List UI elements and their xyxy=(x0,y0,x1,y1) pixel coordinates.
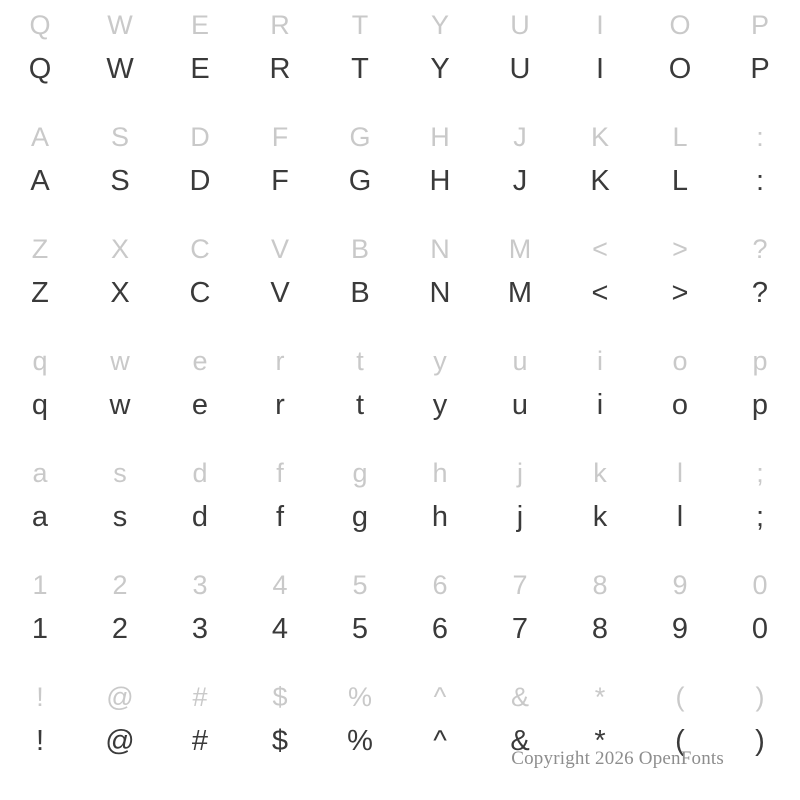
character-row-group xyxy=(0,564,800,652)
main-glyph: t xyxy=(355,389,365,421)
ghost-glyph: ( xyxy=(675,682,685,712)
ghost-glyph: Y xyxy=(430,10,449,40)
main-glyph: u xyxy=(511,389,529,421)
main-glyph: Z xyxy=(31,277,49,309)
main-glyph: j xyxy=(516,501,524,533)
ghost-glyph: ; xyxy=(756,458,764,488)
ghost-glyph: e xyxy=(192,346,208,376)
main-glyph: q xyxy=(31,389,49,421)
main-glyph: l xyxy=(676,501,684,533)
ghost-row xyxy=(0,4,800,46)
ghost-glyph: j xyxy=(517,458,523,488)
ghost-glyph: 3 xyxy=(192,570,208,600)
ghost-row xyxy=(0,340,800,382)
ghost-glyph: q xyxy=(32,346,48,376)
main-glyph: V xyxy=(270,277,290,309)
main-glyph: > xyxy=(671,277,689,309)
ghost-glyph: ? xyxy=(752,234,768,264)
ghost-glyph: L xyxy=(672,122,688,152)
ghost-glyph: R xyxy=(270,10,290,40)
main-row xyxy=(0,382,800,428)
main-glyph: B xyxy=(350,277,370,309)
main-row xyxy=(0,270,800,316)
main-glyph: J xyxy=(512,165,528,197)
ghost-row xyxy=(0,116,800,158)
main-glyph: M xyxy=(507,277,533,309)
main-glyph: A xyxy=(30,165,50,197)
main-glyph: 6 xyxy=(431,613,449,645)
character-row-group xyxy=(0,4,800,92)
character-row-group xyxy=(0,116,800,204)
ghost-glyph: V xyxy=(270,234,289,264)
ghost-row xyxy=(0,452,800,494)
ghost-glyph: F xyxy=(271,122,289,152)
ghost-glyph: ^ xyxy=(433,682,447,712)
ghost-glyph: p xyxy=(752,346,768,376)
ghost-glyph: y xyxy=(433,346,447,376)
main-glyph: K xyxy=(590,165,610,197)
main-glyph: H xyxy=(429,165,451,197)
main-glyph: h xyxy=(431,501,449,533)
ghost-glyph: r xyxy=(275,346,285,376)
main-glyph: ^ xyxy=(433,725,447,757)
ghost-glyph: M xyxy=(508,234,532,264)
ghost-glyph: K xyxy=(590,122,609,152)
main-glyph: 2 xyxy=(111,613,129,645)
main-glyph: I xyxy=(595,53,605,85)
main-glyph: e xyxy=(191,389,209,421)
character-row-group xyxy=(0,340,800,428)
ghost-glyph: S xyxy=(110,122,129,152)
character-row-group xyxy=(0,452,800,540)
ghost-glyph: 1 xyxy=(32,570,48,600)
ghost-glyph: 8 xyxy=(592,570,608,600)
main-glyph: O xyxy=(668,53,692,85)
main-glyph: o xyxy=(671,389,689,421)
main-glyph: f xyxy=(275,501,285,533)
main-row xyxy=(0,494,800,540)
main-glyph: P xyxy=(750,53,770,85)
character-row-group xyxy=(0,228,800,316)
main-glyph: E xyxy=(190,53,210,85)
ghost-glyph: O xyxy=(669,10,691,40)
ghost-glyph: U xyxy=(510,10,530,40)
main-glyph: Q xyxy=(28,53,52,85)
ghost-glyph: B xyxy=(350,234,369,264)
main-glyph: ( xyxy=(675,725,685,757)
ghost-glyph: s xyxy=(113,458,127,488)
ghost-glyph: $ xyxy=(272,682,288,712)
main-glyph: w xyxy=(109,389,131,421)
main-glyph: & xyxy=(510,725,530,757)
main-glyph: i xyxy=(596,389,604,421)
main-glyph: 9 xyxy=(671,613,689,645)
main-glyph: ? xyxy=(751,277,769,309)
main-glyph: % xyxy=(347,725,373,757)
ghost-glyph: ! xyxy=(36,682,44,712)
main-glyph: G xyxy=(348,165,372,197)
main-glyph: s xyxy=(112,501,128,533)
main-glyph: ! xyxy=(35,725,45,757)
ghost-glyph: 7 xyxy=(512,570,528,600)
ghost-glyph: X xyxy=(110,234,129,264)
main-row xyxy=(0,606,800,652)
ghost-glyph: u xyxy=(512,346,528,376)
ghost-glyph: D xyxy=(190,122,210,152)
main-glyph: F xyxy=(271,165,289,197)
main-glyph: C xyxy=(189,277,211,309)
main-glyph: y xyxy=(432,389,448,421)
main-row xyxy=(0,46,800,92)
main-glyph: r xyxy=(275,389,285,421)
ghost-glyph: N xyxy=(430,234,450,264)
ghost-glyph: t xyxy=(356,346,364,376)
ghost-glyph: ) xyxy=(755,682,765,712)
ghost-glyph: J xyxy=(513,122,527,152)
ghost-glyph: l xyxy=(677,458,683,488)
main-glyph: W xyxy=(106,53,134,85)
main-glyph: # xyxy=(191,725,209,757)
ghost-glyph: T xyxy=(351,10,369,40)
main-glyph: ; xyxy=(755,501,765,533)
main-glyph: 7 xyxy=(511,613,529,645)
ghost-glyph: & xyxy=(510,682,529,712)
ghost-glyph: W xyxy=(107,10,133,40)
ghost-glyph: H xyxy=(430,122,450,152)
copyright-notice: Copyright 2026 OpenFonts xyxy=(511,748,724,769)
ghost-glyph: k xyxy=(593,458,607,488)
main-glyph: 5 xyxy=(351,613,369,645)
main-glyph: T xyxy=(351,53,369,85)
ghost-glyph: : xyxy=(756,122,764,152)
main-glyph: * xyxy=(594,725,606,757)
main-glyph: : xyxy=(755,165,765,197)
main-glyph: D xyxy=(189,165,211,197)
ghost-glyph: a xyxy=(32,458,48,488)
ghost-glyph: > xyxy=(672,234,688,264)
ghost-glyph: f xyxy=(276,458,284,488)
main-glyph: Y xyxy=(430,53,450,85)
ghost-glyph: P xyxy=(750,10,769,40)
main-glyph: U xyxy=(509,53,531,85)
ghost-glyph: 5 xyxy=(352,570,368,600)
ghost-glyph: * xyxy=(594,682,606,712)
main-glyph: 4 xyxy=(271,613,289,645)
ghost-glyph: i xyxy=(597,346,603,376)
ghost-glyph: 2 xyxy=(112,570,128,600)
main-glyph: 0 xyxy=(751,613,769,645)
main-glyph: 8 xyxy=(591,613,609,645)
main-glyph: $ xyxy=(271,725,289,757)
main-glyph: ) xyxy=(755,725,765,757)
main-glyph: a xyxy=(31,501,49,533)
ghost-glyph: h xyxy=(432,458,448,488)
main-glyph: X xyxy=(110,277,130,309)
main-glyph: @ xyxy=(105,725,135,757)
main-glyph: p xyxy=(751,389,769,421)
ghost-glyph: 0 xyxy=(752,570,768,600)
main-glyph: L xyxy=(671,165,689,197)
ghost-glyph: Z xyxy=(31,234,49,264)
ghost-glyph: E xyxy=(190,10,209,40)
main-glyph: 3 xyxy=(191,613,209,645)
ghost-glyph: A xyxy=(30,122,49,152)
main-glyph: < xyxy=(591,277,609,309)
ghost-row xyxy=(0,564,800,606)
ghost-glyph: I xyxy=(596,10,604,40)
ghost-glyph: G xyxy=(349,122,371,152)
ghost-glyph: @ xyxy=(106,682,134,712)
ghost-glyph: # xyxy=(192,682,208,712)
ghost-glyph: < xyxy=(592,234,608,264)
ghost-glyph: 9 xyxy=(672,570,688,600)
main-glyph: 1 xyxy=(31,613,49,645)
main-glyph: k xyxy=(592,501,608,533)
ghost-glyph: 6 xyxy=(432,570,448,600)
main-glyph: d xyxy=(191,501,209,533)
main-row xyxy=(0,158,800,204)
ghost-glyph: 4 xyxy=(272,570,288,600)
ghost-glyph: o xyxy=(672,346,688,376)
ghost-glyph: % xyxy=(347,682,372,712)
ghost-glyph: g xyxy=(352,458,368,488)
ghost-glyph: C xyxy=(190,234,210,264)
main-glyph: g xyxy=(351,501,369,533)
main-glyph: N xyxy=(429,277,451,309)
main-glyph: R xyxy=(269,53,291,85)
ghost-row xyxy=(0,676,800,718)
ghost-glyph: Q xyxy=(29,10,51,40)
ghost-glyph: w xyxy=(110,346,130,376)
ghost-row xyxy=(0,228,800,270)
main-glyph: S xyxy=(110,165,130,197)
ghost-glyph: d xyxy=(192,458,208,488)
